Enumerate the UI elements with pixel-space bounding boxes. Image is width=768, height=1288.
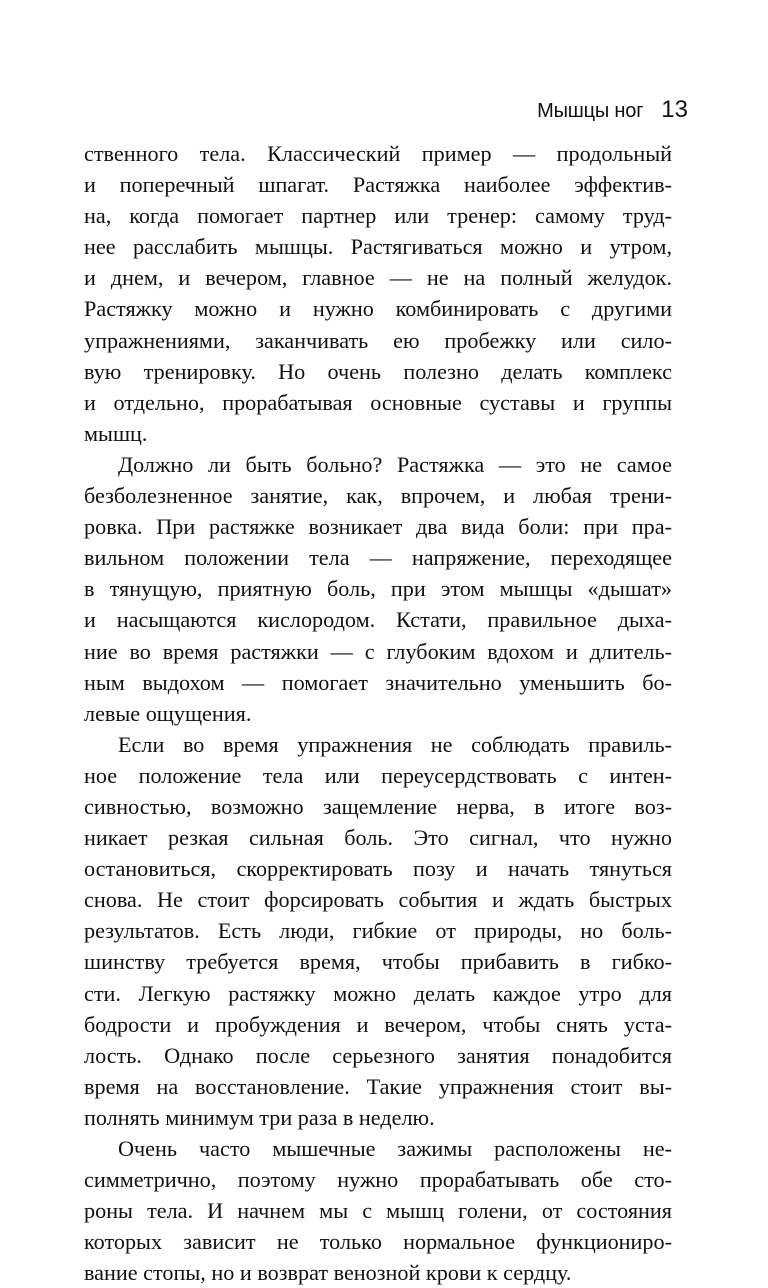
text-line: и днем, и вечером, главное — не на полный желудок. <box>84 265 672 291</box>
text-line: ровка. При растяжке возникает два вида боли: при пра- <box>84 514 672 540</box>
text-line: Должно ли быть больно? Растяжка — это не самое <box>118 451 672 477</box>
text-line: и отдельно, прорабатывая основные суставы и группы <box>84 389 672 415</box>
paragraph-2 <box>84 449 672 729</box>
text-line: ное положение тела или переусердствовать с интен- <box>84 762 672 788</box>
text-line: время на восстановление. Такие упражнения стоит вы- <box>84 1073 672 1099</box>
text-line: вильном положении тела — напряжение, переходящее <box>84 545 672 571</box>
text-line: ным выдохом — помогает значительно уменьшить бо- <box>84 669 672 695</box>
text-line: результатов. Есть люди, гибкие от природы, но боль- <box>84 918 672 944</box>
text-line: в тянущую, приятную боль, при этом мышцы «дышат» <box>84 576 672 602</box>
text-line: ние во время растяжки — с глубоким вдохом и длитель- <box>84 638 672 664</box>
text-line: безболезненное занятие, как, впрочем, и любая трени- <box>84 483 672 509</box>
text-line: лость. Однако после серьезного занятия понадобится <box>84 1042 672 1068</box>
body-text <box>84 138 672 1288</box>
paragraph-1 <box>84 138 672 449</box>
text-line: полнять минимум три раза в неделю. <box>84 1104 435 1130</box>
text-line: снова. Не стоит форсировать события и ждать быстрых <box>84 887 672 913</box>
text-line: остановиться, скорректировать позу и начать тянуться <box>84 856 672 882</box>
text-line: сти. Легкую растяжку можно делать каждое утро для <box>84 980 672 1006</box>
text-line: которых зависит не только нормальное функциониро- <box>84 1229 672 1255</box>
text-line: и насыщаются кислородом. Кстати, правильное дыха- <box>84 607 672 633</box>
text-line: Если во время упражнения не соблюдать правиль- <box>118 731 672 757</box>
paragraph-3 <box>84 729 672 1133</box>
text-line: вание стопы, но и возврат венозной крови к сердцу. <box>84 1260 572 1286</box>
text-line: никает резкая сильная боль. Это сигнал, что нужно <box>84 825 672 851</box>
text-line: и поперечный шпагат. Растяжка наиболее эффектив- <box>84 172 672 198</box>
text-line: Растяжку можно и нужно комбинировать с другими <box>84 296 672 322</box>
text-line: шинству требуется время, чтобы прибавить в гибко- <box>84 949 672 975</box>
text-line: симметрично, поэтому нужно прорабатывать обе сто- <box>84 1167 672 1193</box>
text-line: ственного тела. Классический пример — продольный <box>84 141 672 166</box>
section-title: Мышцы ног <box>537 100 644 122</box>
text-line: вую тренировку. Но очень полезно делать комплекс <box>84 358 672 384</box>
text-line: упражнениями, заканчивать ею пробежку или сило- <box>84 327 672 353</box>
text-line: нее расслабить мышцы. Растягиваться можно и утром, <box>84 234 672 260</box>
text-line: левые ощущения. <box>84 700 252 726</box>
text-line: сивностью, возможно защемление нерва, в итоге воз- <box>84 793 672 819</box>
text-line: бодрости и пробуждения и вечером, чтобы снять уста- <box>84 1011 672 1037</box>
text-line: на, когда помогает партнер или тренер: самому труд- <box>84 203 672 229</box>
text-line: роны тела. И начнем мы с мышц голени, от состояния <box>84 1198 672 1224</box>
text-line: Очень часто мышечные зажимы расположены не- <box>118 1136 672 1161</box>
running-head <box>84 96 688 126</box>
paragraph-4 <box>84 1133 672 1288</box>
page-number: 13 <box>661 96 688 123</box>
text-line: мышц. <box>84 420 148 446</box>
